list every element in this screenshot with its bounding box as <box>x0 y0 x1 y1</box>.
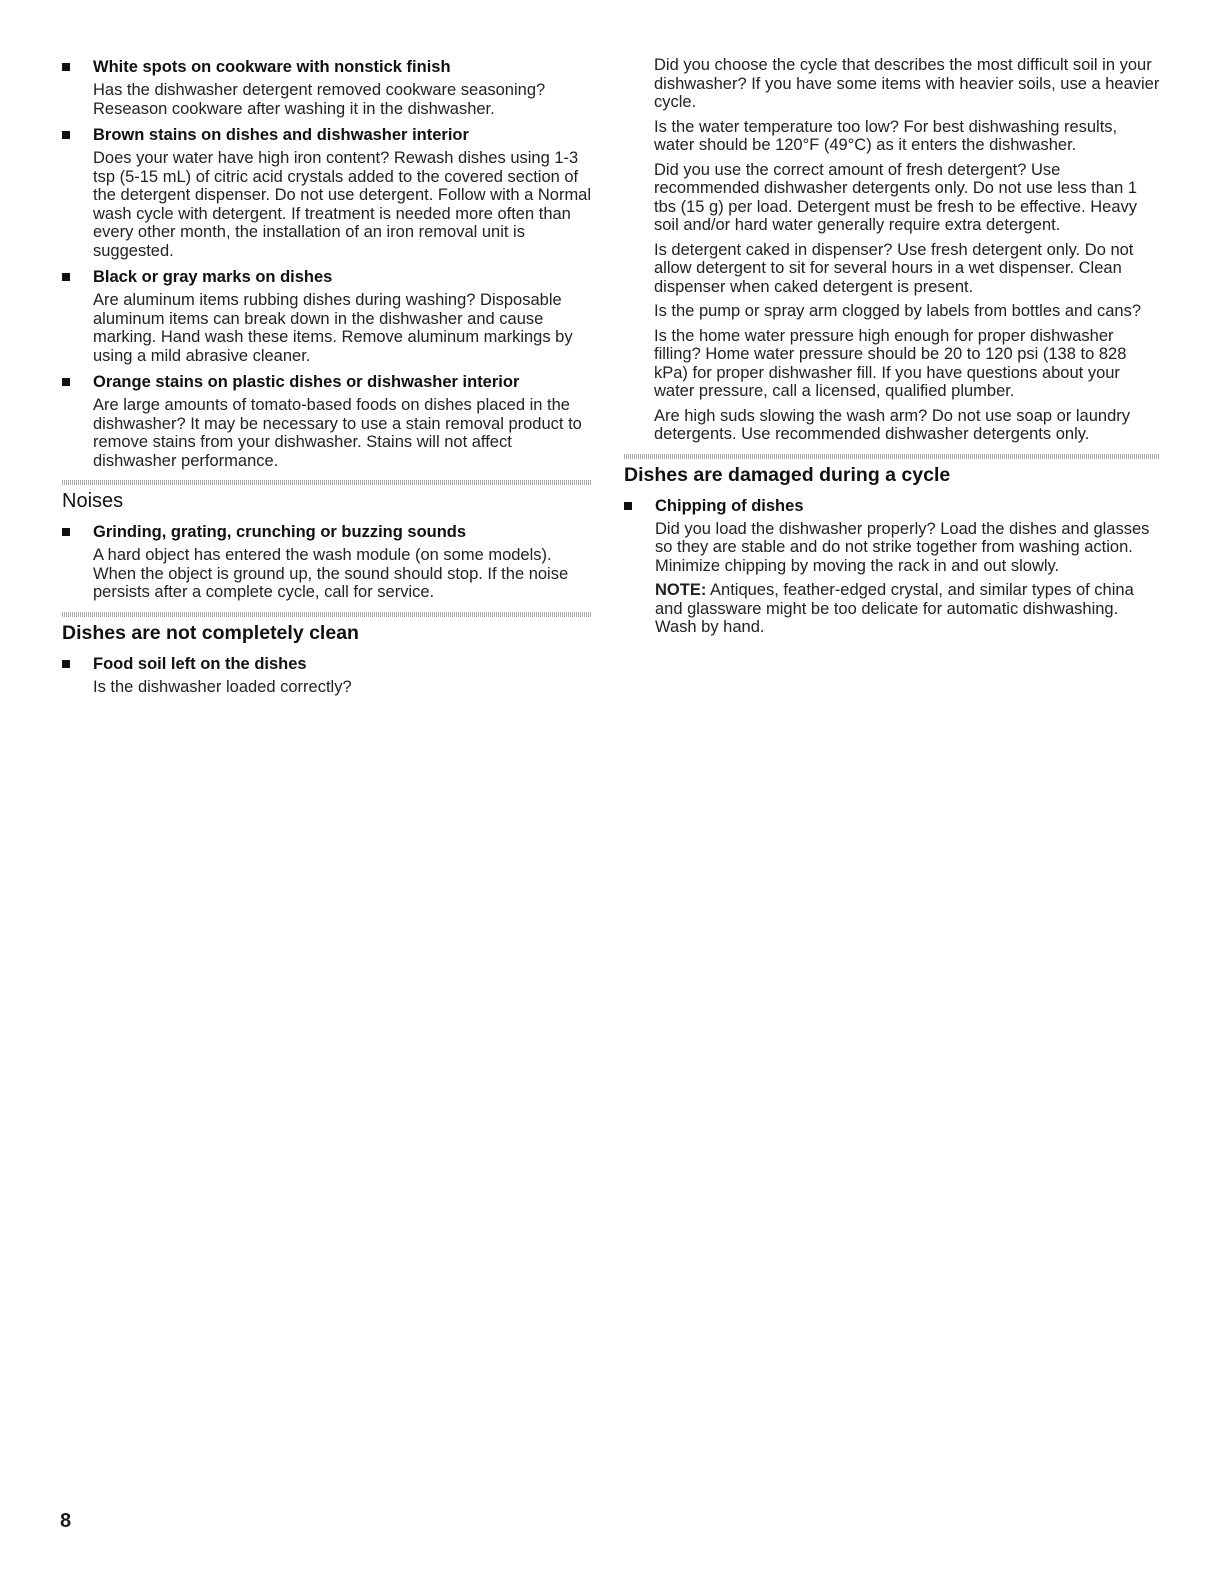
item-body: Did you load the dishwasher properly? Load the dishes and glasses so they are stable and do not strike together from washing action. Minimize chipping by moving the rack in and out slowly. <box>655 519 1150 575</box>
item-heading-text: Chipping of dishes <box>655 496 804 515</box>
list-item <box>62 521 592 602</box>
item-heading <box>624 495 1160 517</box>
item-heading <box>62 653 592 675</box>
section-title-damaged: Dishes are damaged during a cycle <box>624 463 951 486</box>
item-heading-text: Brown stains on dishes and dishwasher interior <box>93 126 469 144</box>
item-body: Has the dishwasher detergent removed cookware seasoning? Reseason cookware after washing it in the dishwasher. <box>93 81 546 118</box>
paragraph: Is the pump or spray arm clogged by labels from bottles and cans? <box>654 302 1141 320</box>
item-heading-text: Black or gray marks on dishes <box>93 268 333 286</box>
bullet-icon <box>62 660 70 668</box>
section-divider <box>62 480 592 485</box>
item-body: Are aluminum items rubbing dishes during washing? Disposable aluminum items can break down in the dishwasher and cause marking. Hand wash these items. Remove aluminum markings by using a mild abrasive cleaner. <box>93 291 573 365</box>
item-heading-text: Food soil left on the dishes <box>93 654 307 673</box>
paragraph: Is detergent caked in dispenser? Use fresh detergent only. Do not allow detergent to sit for several hours in a wet dispenser. Clean dispenser when caked detergent is present. <box>654 240 1134 296</box>
paragraph: Are high suds slowing the wash arm? Do not use soap or laundry detergents. Use recommended dishwasher detergents only. <box>654 406 1131 443</box>
section-title-noises: Noises <box>62 490 124 512</box>
bullet-icon <box>62 131 70 139</box>
item-heading-text: Grinding, grating, crunching or buzzing sounds <box>93 523 467 541</box>
item-heading <box>62 124 592 146</box>
bullet-icon <box>62 63 70 71</box>
item-heading-text: Orange stains on plastic dishes or dishwasher interior <box>93 373 520 391</box>
list-item <box>624 495 1160 637</box>
note <box>624 581 1160 637</box>
paragraph: Is the water temperature too low? For best dishwashing results, water should be 120°F (49°C) as it enters the dishwasher. <box>654 117 1118 154</box>
page-number: 8 <box>60 1510 72 1532</box>
item-heading <box>62 521 592 543</box>
paragraph: Did you choose the cycle that describes the most difficult soil in your dishwasher? If you have some items with heavier soils, use a heavier cycle. <box>654 56 1160 111</box>
left-column <box>62 56 592 702</box>
bullet-icon <box>62 378 70 386</box>
item-body: Does your water have high iron content? Rewash dishes using 1-3 tsp (5-15 mL) of citric acid crystals added to the covered section of the detergent dispenser. Do not use detergent. Follow with a Normal wash cycle with detergent. If treatment is needed more often than every other month, the installation of an iron removal unit is suggested. <box>93 149 592 260</box>
list-item <box>62 124 592 260</box>
section-title-not-clean: Dishes are not completely clean <box>62 621 359 644</box>
list-item <box>62 56 592 118</box>
list-item <box>62 653 592 697</box>
paragraph: Did you use the correct amount of fresh detergent? Use recommended dishwasher detergents only. Do not use less than 1 tbs (15 g) per load. Detergent must be fresh to be effective. Heavy soil and/or hard water generally require extra detergent. <box>654 160 1138 234</box>
note-body: Antiques, feather-edged crystal, and similar types of china and glassware might be too delicate for automatic dishwashing. Wash by hand. <box>655 581 1134 636</box>
right-column <box>624 56 1160 643</box>
list-item <box>62 266 592 365</box>
section-divider <box>62 612 592 617</box>
list-item <box>62 371 592 470</box>
item-body: Is the dishwasher loaded correctly? <box>93 677 352 696</box>
item-heading <box>62 56 592 78</box>
item-heading <box>62 266 592 288</box>
bullet-icon <box>624 502 632 510</box>
item-heading-text: White spots on cookware with nonstick finish <box>93 58 451 76</box>
note-label: NOTE: <box>655 581 707 599</box>
item-heading <box>62 371 592 393</box>
bullet-icon <box>62 528 70 536</box>
section-divider <box>624 454 1160 459</box>
paragraph: Is the home water pressure high enough for proper dishwasher filling? Home water pressure should be 20 to 120 psi (138 to 828 kPa) for proper dishwasher fill. If you have questions about your water pressure, call a licensed, qualified plumber. <box>654 326 1127 400</box>
item-body: A hard object has entered the wash module (on some models). When the object is ground up, the sound should stop. If the noise persists after a complete cycle, call for service. <box>93 546 569 601</box>
bullet-icon <box>62 273 70 281</box>
item-body: Are large amounts of tomato-based foods on dishes placed in the dishwasher? It may be necessary to use a stain removal product to remove stains from your dishwasher. Stains will not affect dishwasher performance. <box>93 396 582 470</box>
